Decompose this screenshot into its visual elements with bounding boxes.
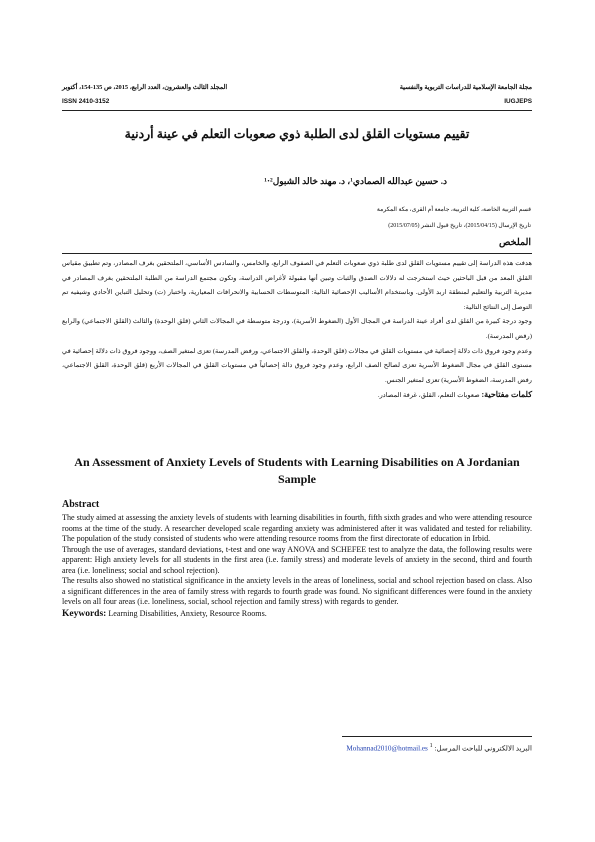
english-abstract-p3: The results also showed no statistical significance in the anxiety levels in the areas of loneliness, social and school rejection based on class. Also a significant differences in the area of family stress with regards to fourth grade was found. No significant differences were found in the anxiety levels on all four areas (i.e. loneliness, social, school rejection and family stress) with regards to gender. — [62, 576, 532, 606]
arabic-affiliation: قسم التربية الخاصة، كلية التربية، جامعة أم القرى، مكة المكرمة — [376, 207, 531, 213]
journal-name: مجلة الجامعة الإسلامية للدراسات التربوية والنفسية — [399, 84, 532, 91]
footnote-label: البريد الالكتروني للباحث المرسل: — [434, 744, 532, 753]
arabic-title: تقييم مستويات القلق لدى الطلبة ذوي صعوبات التعلم في عينة أردنية — [124, 127, 470, 141]
arabic-keywords-label: كلمات مفتاحية: — [481, 390, 532, 400]
arabic-abstract-p3: وعدم وجود فروق ذات دلالة إحصائية في مستويات القلق في مجالات (قلق الوحدة، والقلق الاجتماعي، ورفض المدرسة) تعزى لمتغير الصف، ووجود فروق ذات دلالة إحصائية في مستوى القلق في مجال الضغوط الأسرية تعزى لصالح الصف الرابع، وعدم وجود فروق دالة إحصائياً في مستويات القلق في المجالات الأربع (قلق الوحدة، القلق الاجتماعي، رفض المدرسة، الضغوط الأسرية) تعزى لمتغير الجنس. — [62, 347, 532, 384]
english-abstract-heading: Abstract — [62, 499, 100, 510]
journal-abbrev: IUGJEPS — [504, 98, 532, 105]
english-abstract — [62, 513, 532, 619]
arabic-abstract-rule — [62, 253, 532, 254]
english-keywords — [62, 609, 532, 620]
arabic-abstract-heading: الملخص — [499, 238, 531, 248]
footnote-marker: 1 — [429, 743, 433, 749]
arabic-abstract-p1: هدفت هذه الدراسة إلى تقييم مستويات القلق لدى طلبة ذوي صعوبات التعلم في الصفوف الرابع، والخامس، والسادس الأساسي، الملتحقين بغرف المصادر، وتم تطبيق مقياس القلق المعد من قبل الباحثين حيث استخرجت له دلالات الصدق والثبات وتبين أنها مقبولة لأغراض الدراسة، وتكون مجتمع الدراسة من الطلبة الملتحقين بغرف المصادر في مديرية التربية والتعليم لمنطقة اربد الأولى. وباستخدام الأساليب الإحصائية التالية: المتوسطات الحسابية والانحرافات المعيارية، واختبار (ت) وتحليل التباين الأحادي وشيفيه تم التوصل إلى النتائج التالية: — [62, 260, 532, 311]
issn: ISSN 2410-3152 — [62, 98, 110, 105]
english-keywords-value: Learning Disabilities, Anxiety, Resource Rooms. — [108, 608, 267, 618]
issue-info: المجلد الثالث والعشرون، العدد الرابع، 2015، ص 135-154، أكتوبر — [62, 84, 228, 91]
english-abstract-p1: The study aimed at assessing the anxiety levels of students with learning disabilities in fourth, fifth sixth grades and who were attending resource rooms at the time of the study. A researcher developed scale regarding anxiety was administered after it was validated and tested for reliability. The population of the study consisted of students who were attending resource rooms from the first directorate of education in Irbid. — [62, 513, 532, 543]
arabic-abstract-p2: وجود درجة كبيرة من القلق لدى أفراد عينة الدراسة في المجال الأول (الضغوط الأسرية)، ودرجة متوسطة في المجالات الثاني (قلق الوحدة) والثالث (القلق الاجتماعي) والرابع (رفض المدرسة). — [62, 318, 532, 340]
english-abstract-p2: Through the use of averages, standard deviations, t-test and one way ANOVA and SCHEFEE test to analyze the data, the following results were apparent: High anxiety levels for all students in the first area (i.e. family stress) and moderate levels of anxiety in the second, third and fourth area (i.e. loneliness; social and school rejection). — [62, 544, 532, 575]
header-rule — [62, 110, 532, 111]
arabic-abstract — [62, 257, 532, 404]
arabic-keywords — [62, 388, 532, 404]
footnote — [346, 743, 532, 752]
arabic-authors: د. حسين عبدالله الصمادي¹، د. مهند خالد الشبول²·¹ — [264, 176, 447, 186]
arabic-dates: تاريخ الإرسال (2015/04/15)، تاريخ قبول النشر (2015/07/05) — [388, 223, 531, 229]
arabic-keywords-value: صعوبات التعلم، القلق، غرفة المصادر. — [377, 392, 480, 400]
english-keywords-label: Keywords: — [62, 608, 107, 619]
footnote-rule — [342, 736, 532, 737]
english-title: An Assessment of Anxiety Levels of Students with Learning Disabilities on A Jordanian Sample — [74, 455, 520, 486]
footnote-email-link[interactable]: Mohannad2010@hotmail.es — [346, 744, 428, 753]
